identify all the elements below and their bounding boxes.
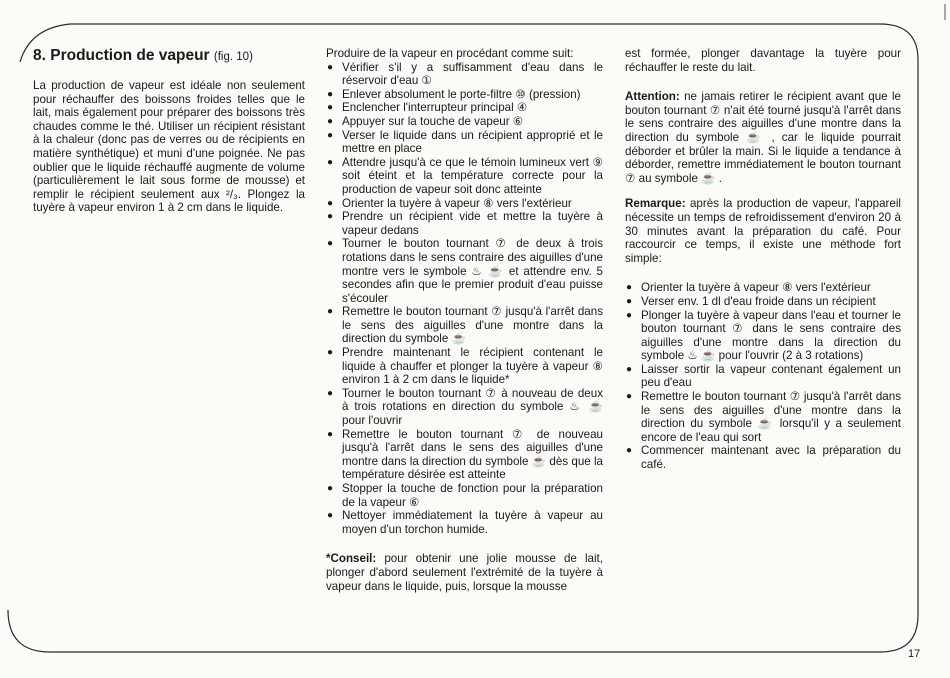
procedure-step: ● Prendre maintenant le récipient contenant le liquide à chauffer et plonger la tuyère à vapeur ⑧ environ 1 à 2 cm dans le liquide* bbox=[326, 346, 603, 387]
remark-paragraph bbox=[625, 197, 901, 265]
cooling-step: ● Orienter la tuyère à vapeur ⑧ vers l'extérieur bbox=[625, 281, 901, 295]
procedure-step: ● Attendre jusqu'à ce que le témoin lumineux vert ⑨ soit éteint et la température correcte pour la production de vapeur soit donc atteinte bbox=[326, 156, 603, 197]
procedure-step: ● Remettre le bouton tournant ⑦ de nouveau jusqu'à l'arrêt dans le sens des aiguilles d'une montre dans la direction du symbole ☕ dès que la température désirée est atteinte bbox=[326, 428, 603, 482]
procedure-step: ● Stopper la touche de fonction pour la préparation de la vapeur ⑥ bbox=[326, 482, 603, 509]
figure-reference: (fig. 10) bbox=[213, 51, 253, 63]
procedure-step: ● Verser le liquide dans un récipient approprié et le mettre en place bbox=[326, 129, 603, 156]
procedure-step: ● Orienter la tuyère à vapeur ⑧ vers l'extérieur bbox=[326, 197, 603, 211]
attention-label: Attention: bbox=[625, 90, 680, 104]
attention-paragraph bbox=[625, 90, 901, 185]
attention-text: ne jamais retirer le récipient avant que le bouton tournant ⑦ n'ait été tourné jusqu'à l'arrêt dans le sens contraire des aiguilles d'une montre dans la direction du symbole ☕ , car le liquide pourrait déborder et brûler la main. Si le liquide a tendance à déborder, remettre immédiatement le bouton tournant ⑦ au symbole ☕ . bbox=[625, 90, 901, 185]
page-number: 17 bbox=[908, 648, 921, 660]
section-heading bbox=[33, 47, 305, 66]
procedure-step: ● Enlever absolument le porte-filtre ⑩ (pression) bbox=[326, 88, 603, 102]
intro-paragraph: La production de vapeur est idéale non seulement pour réchauffer des boissons froides telles que le lait, mais également pour préparer des boissons très chaudes comme le thé. Utiliser un récipient résistant à la chaleur (donc pas de verres ou de récipients en matière synthétique) et muni d'une poignée. Ne pas oublier que le liquide réchauffé augmente de volume (particulièrement le lait sous forme de mousse) et remplir le récipient seulement aux ²/₃. Plongez la tuyère à vapeur environ 1 à 2 cm dans le liquide. bbox=[33, 79, 305, 215]
procedure-step: ● Prendre un récipient vide et mettre la tuyère à vapeur dedans bbox=[326, 210, 603, 237]
remark-text: après la production de vapeur, l'appareil nécessite un temps de refroidissement d'environ 20 à 30 minutes avant la préparation du café. Pour raccourcir ce temps, il existe une méthode fort simple: bbox=[625, 197, 901, 265]
cooling-step: ● Remettre le bouton tournant ⑦ jusqu'à l'arrêt dans le sens des aiguilles d'une montre dans la direction du symbole ☕ lorsqu'il y a seulement encore de l'eau qui sort bbox=[625, 390, 901, 444]
cooling-step: ● Plonger la tuyère à vapeur dans l'eau et tourner le bouton tournant ⑦ dans le sens contraire des aiguilles d'une montre dans la direction du symbole ♨ ☕ pour l'ouvrir (2 à 3 rotations) bbox=[625, 309, 901, 363]
cooling-step: ● Commencer maintenant avec la préparation du café. bbox=[625, 444, 901, 471]
cooling-step: ● Verser env. 1 dl d'eau froide dans un récipient bbox=[625, 295, 901, 309]
tip-text: pour obtenir une jolie mousse de lait, plonger d'abord seulement l'extrémité de la tuyère à vapeur dans le liquide, puis, lorsque la mousse bbox=[326, 552, 603, 593]
cooling-step: ● Laisser sortir la vapeur contenant également un peu d'eau bbox=[625, 363, 901, 390]
procedure-step: ● Remettre le bouton tournant ⑦ jusqu'à l'arrêt dans le sens des aiguilles d'une montre dans la direction du symbole ☕ bbox=[326, 305, 603, 346]
tip-paragraph bbox=[326, 552, 603, 593]
procedure-step: ● Tourner le bouton tournant ⑦ de deux à trois rotations dans le sens contraire des aiguilles d'une montre vers le symbole ♨ ☕ et attendre env. 5 secondes afin que le premier produit d'eau puisse s'écouler bbox=[326, 237, 603, 305]
cooling-steps-list bbox=[625, 281, 901, 471]
remark-label: Remarque: bbox=[625, 197, 686, 211]
column-middle bbox=[326, 47, 603, 593]
procedure-step: ● Enclencher l'interrupteur principal ④ bbox=[326, 101, 603, 115]
procedure-step: ● Vérifier s'il y a suffisamment d'eau dans le réservoir d'eau ① bbox=[326, 61, 603, 88]
section-number: 8. bbox=[33, 47, 46, 64]
tip-label: *Conseil: bbox=[326, 552, 377, 566]
procedure-steps-list bbox=[326, 61, 603, 537]
procedure-lead: Produire de la vapeur en procédant comme suit: bbox=[326, 47, 574, 60]
section-title: Production de vapeur bbox=[50, 47, 210, 64]
column-left bbox=[33, 47, 305, 215]
column-right bbox=[625, 47, 901, 472]
procedure-step: ● Tourner le bouton tournant ⑦ à nouveau de deux à trois rotations en direction du symbole ♨ ☕ pour l'ouvrir bbox=[326, 387, 603, 428]
tip-continued: est formée, plonger davantage la tuyère pour réchauffer le reste du lait. bbox=[625, 47, 901, 74]
procedure-step: ● Nettoyer immédiatement la tuyère à vapeur au moyen d'un torchon humide. bbox=[326, 509, 603, 536]
procedure-step: ● Appuyer sur la touche de vapeur ⑥ bbox=[326, 115, 603, 129]
